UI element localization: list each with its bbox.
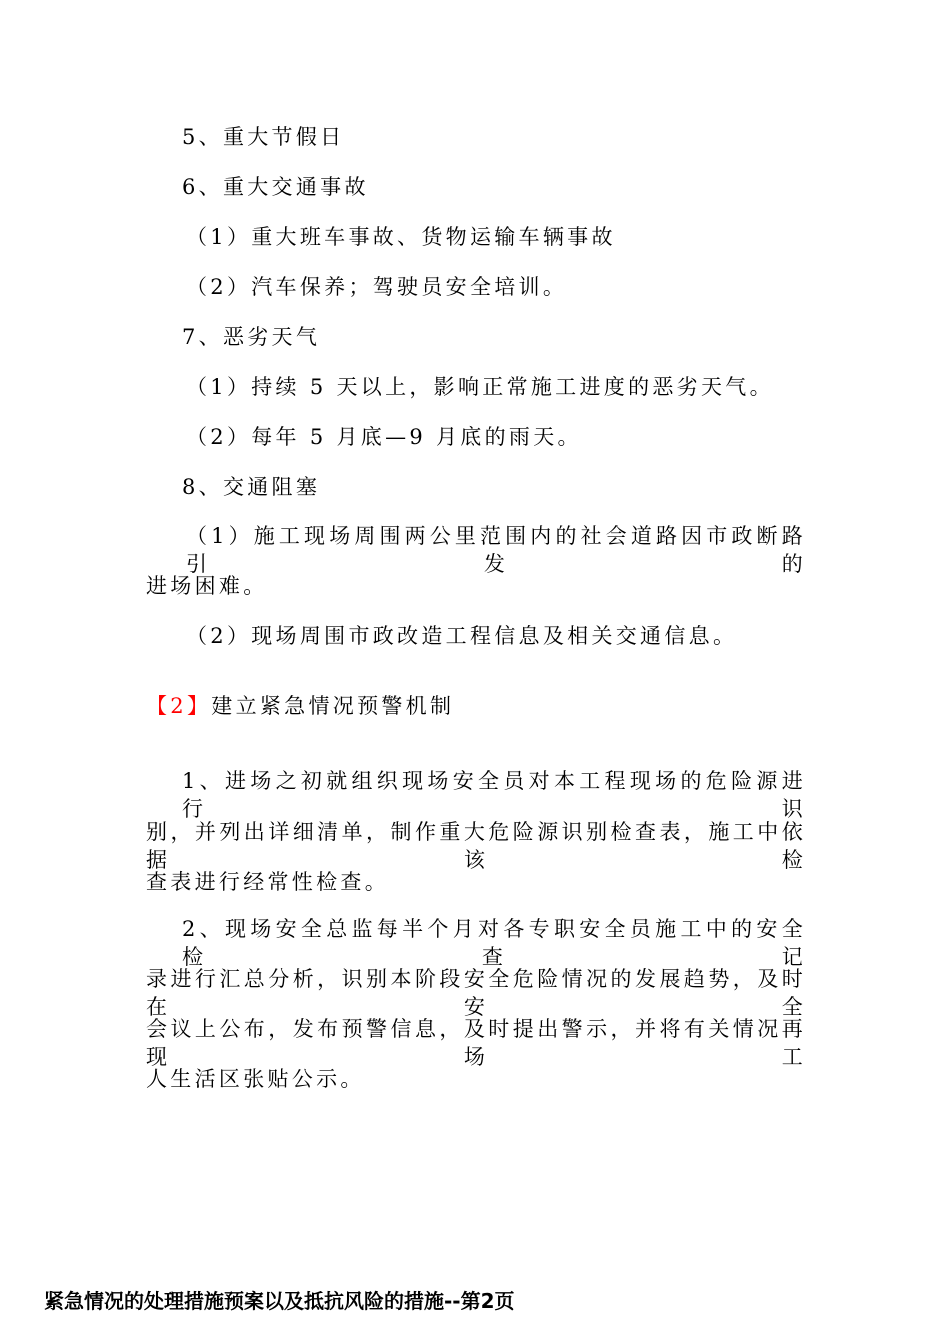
section-heading	[146, 692, 454, 720]
list-item-traffic-accident: 6、重大交通事故	[182, 175, 369, 199]
paragraph-2-line-4: 人生活区张贴公示。	[146, 1067, 365, 1091]
paragraph-1-line-1: 1、进场之初就组织现场安全员对本工程现场的危险源进行识	[182, 769, 806, 821]
section-heading-text: 建立紧急情况预警机制	[211, 694, 455, 718]
paragraph-1-line-3: 查表进行经常性检查。	[146, 870, 389, 894]
list-subitem-municipal-info: （2）现场周围市政改造工程信息及相关交通信息。	[186, 624, 738, 648]
list-subitem-road-closure: （1）施工现场周围两公里范围内的社会道路因市政断路引发的	[186, 524, 806, 576]
list-subitem-rain-season: （2）每年 5 月底—9 月底的雨天。	[186, 425, 582, 449]
paragraph-2-line-2: 录进行汇总分析，识别本阶段安全危险情况的发展趋势，及时在安全	[146, 967, 806, 1019]
list-item-bad-weather: 7、恶劣天气	[182, 325, 321, 349]
list-subitem-continuous-weather: （1）持续 5 天以上，影响正常施工进度的恶劣天气。	[186, 375, 774, 399]
list-item-holidays: 5、重大节假日	[182, 125, 345, 149]
list-subitem-bus-accident: （1）重大班车事故、货物运输车辆事故	[186, 225, 616, 249]
list-item-traffic-jam: 8、交通阻塞	[182, 475, 321, 499]
page-footer: 紧急情况的处理措施预案以及抵抗风险的措施--第2页	[44, 1289, 515, 1313]
list-subitem-vehicle-maintenance: （2）汽车保养；驾驶员安全培训。	[186, 275, 568, 299]
section-number-mark: 【2】	[146, 694, 212, 718]
paragraph-1-line-2: 别，并列出详细清单，制作重大危险源识别检查表，施工中依据该检	[146, 820, 806, 872]
list-subitem-road-closure-continued: 进场困难。	[146, 574, 268, 598]
paragraph-2-line-3: 会议上公布，发布预警信息，及时提出警示，并将有关情况再现场工	[146, 1017, 806, 1069]
paragraph-2-line-1: 2、现场安全总监每半个月对各专职安全员施工中的安全检查记	[182, 917, 806, 969]
